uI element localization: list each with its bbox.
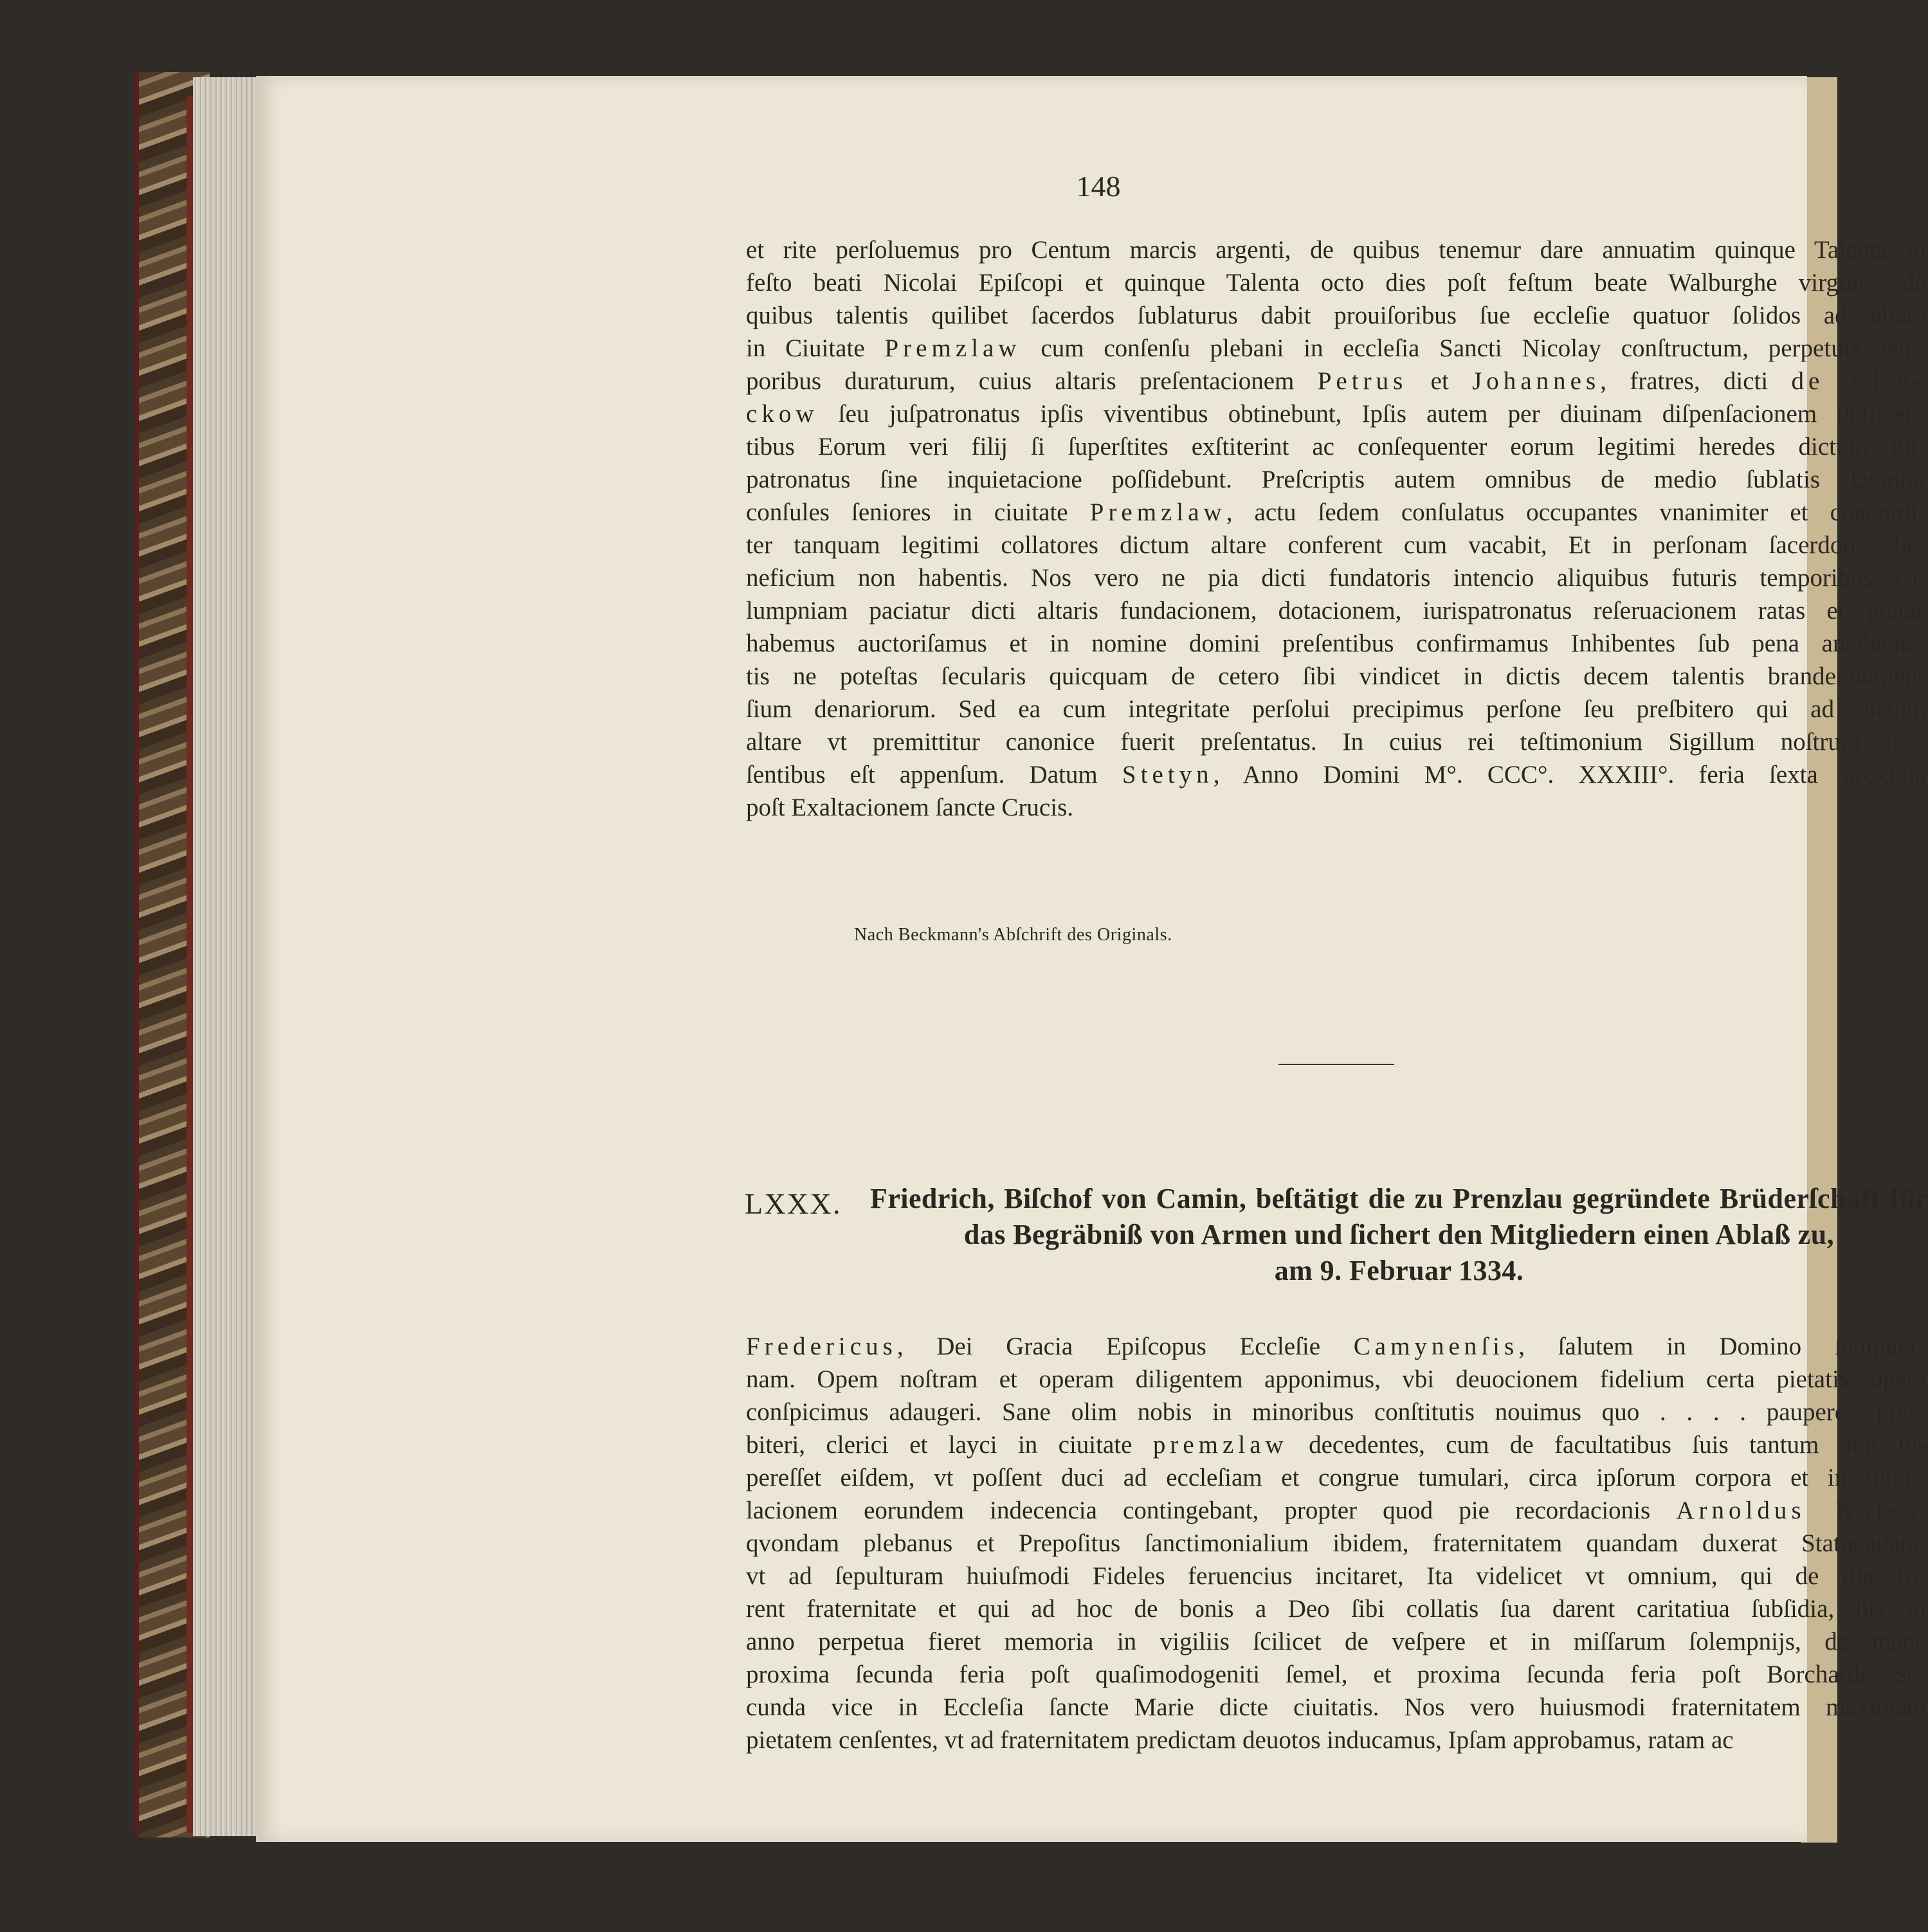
text-line: qvondam plebanus et Prepoſitus ſanctimonialium ibidem, fraternitatem quandam duxerat Statuendam, bbox=[746, 1529, 1926, 1557]
heading-line: am 9. Februar 1334. bbox=[1274, 1255, 1524, 1286]
text-line: rent fraternitate et qui ad hoc de bonis a Deo ſibi collatis ſua darent caritatiua ſubſidia, bis in bbox=[746, 1595, 1926, 1623]
text-line: altare vt premittitur canonice fuerit preſentatus. In cuius rei teſtimonium Sigillum noſtrum pre- bbox=[746, 728, 1926, 756]
text-line: pietatem cenſentes, vt ad fraternitatem predictam deuotos inducamus, Ipſam approbamus, ratam ac bbox=[746, 1726, 1734, 1754]
heading-line: das Begräbniß von Armen und ſichert den Mitgliedern einen Ablaß zu, bbox=[963, 1219, 1835, 1250]
text-line: conſpicimus adaugeri. Sane olim nobis in minoribus conſtitutis nouimus quo . . . . pauperes pres- bbox=[746, 1398, 1926, 1426]
text-line: patronatus ſine inquietacione poſſidebunt. Preſcriptis autem omnibus de medio ſublatis Domini bbox=[746, 466, 1926, 493]
text-line: anno perpetua fieret memoria in vigiliis ſcilicet de veſpere et in miſſarum ſolempnijs, de mane bbox=[746, 1628, 1926, 1655]
text-line: ter tanquam legitimi collatores dictum altare conferent cum vacabit, Et in perſonam ſacerdotis, be- bbox=[746, 531, 1926, 559]
source-note: Nach Beckmann's Abſchrift des Originals. bbox=[854, 925, 1172, 945]
text-line: et rite perſoluemus pro Centum marcis argenti, de quibus tenemur dare annuatim quinque Talenta in bbox=[746, 236, 1926, 264]
text-line: poribus duraturum, cuius altaris preſentacionem Petrus et Johannes, fratres, dicti de Clin- bbox=[746, 367, 1926, 395]
text-line: conſules ſeniores in ciuitate Premzlaw, actu ſedem conſulatus occupantes vnanimiter et concordi- bbox=[746, 498, 1927, 526]
text-line: poſt Exaltacionem ſancte Crucis. bbox=[746, 794, 1073, 821]
paragraph-charter-text bbox=[746, 233, 1926, 824]
text-line: proxima ſecunda feria poſt quaſimodogeniti ſemel, et proxima ſecunda feria poſt Borchardi Se- bbox=[746, 1661, 1926, 1688]
document-number: LXXX. bbox=[745, 1187, 842, 1220]
text-line: tibus Eorum veri filij ſi ſuperſtites exſtiterint ac conſequenter eorum legitimi heredes dictum iuſ- bbox=[746, 433, 1926, 460]
text-line: nam. Opem noſtram et operam diligentem apponimus, vbi deuocionem fidelium certa pietatis opera bbox=[746, 1365, 1926, 1393]
text-line: tis ne poteſtas ſecularis quicquam de cetero ſibi vindicet in dictis decem talentis brandenburgen- bbox=[746, 662, 1926, 690]
text-line: neficium non habentis. Nos vero ne pia dicti fundatoris intencio aliquibus futuris temporibus ca- bbox=[746, 564, 1926, 592]
text-line: Fredericus, Dei Gracia Epiſcopus Eccleſie Camynenſis, ſalutem in Domino ſempiter- bbox=[746, 1333, 1926, 1360]
text-line: cunda vice in Eccleſia ſancte Marie dicte ciuitatis. Nos vero huiusmodi fraternitatem maximam bbox=[746, 1693, 1926, 1721]
text-line: habemus auctoriſamus et in nomine domini preſentibus confirmamus Inhibentes ſub pena anathema- bbox=[746, 630, 1926, 657]
text-line: quibus talentis quilibet ſacerdos ſublaturus dabit prouiſoribus ſue eccleſie quatuor ſolidos ad altare bbox=[746, 302, 1926, 329]
text-line: vt ad ſepulturam huiuſmodi Fideles feruencius incitaret, Ita videlicet vt omnium, qui de illa fo- bbox=[746, 1562, 1926, 1590]
heading-line: Friedrich, Biſchof von Camin, beſtätigt die zu Prenzlau gegründete Brüderſchaft für bbox=[870, 1183, 1928, 1214]
page-number: 148 bbox=[1076, 170, 1121, 203]
section-divider bbox=[1278, 1064, 1394, 1065]
text-line: lumpniam paciatur dicti altaris fundacionem, dotacionem, iurispatronatus reſeruacionem ratas et gratas bbox=[746, 597, 1926, 624]
text-line: ſentibus eſt appenſum. Datum Stetyn, Anno Domini M°. CCC°. XXXIII°. feria ſexta proxima bbox=[746, 761, 1926, 788]
text-line: ſium denariorum. Sed ea cum integritate perſolui precipimus perſone ſeu preſbitero qui ad dictum bbox=[746, 695, 1926, 723]
text-line: pereſſet eiſdem, vt poſſent duci ad eccleſiam et congrue tumulari, circa ipſorum corpora et in tumu- bbox=[746, 1464, 1926, 1491]
text-line: biteri, clerici et layci in ciuitate premzlaw decedentes, cum de facultatibus ſuis tantum non ſu- bbox=[746, 1431, 1926, 1459]
book-page bbox=[256, 76, 1928, 1842]
document-heading bbox=[870, 1181, 1928, 1289]
text-line: ckow ſeu juſpatronatus ipſis viventibus obtinebunt, Ipſis autem per diuinam diſpenſacionem deficien- bbox=[746, 400, 1926, 428]
text-line: in Ciuitate Premzlaw cum conſenſu plebani in eccleſia Sancti Nicolay conſtructum, perpetuis tem- bbox=[746, 334, 1926, 362]
paragraph-document-text bbox=[746, 1330, 1926, 1756]
text-line: lacionem eorundem indecencia contingebant, propter quod pie recordacionis Arnoldus Kolen, bbox=[746, 1497, 1926, 1524]
text-line: feſto beati Nicolai Epiſcopi et quinque Talenta octo dies poſt feſtum beate Walburghe virginis, de bbox=[746, 269, 1926, 296]
